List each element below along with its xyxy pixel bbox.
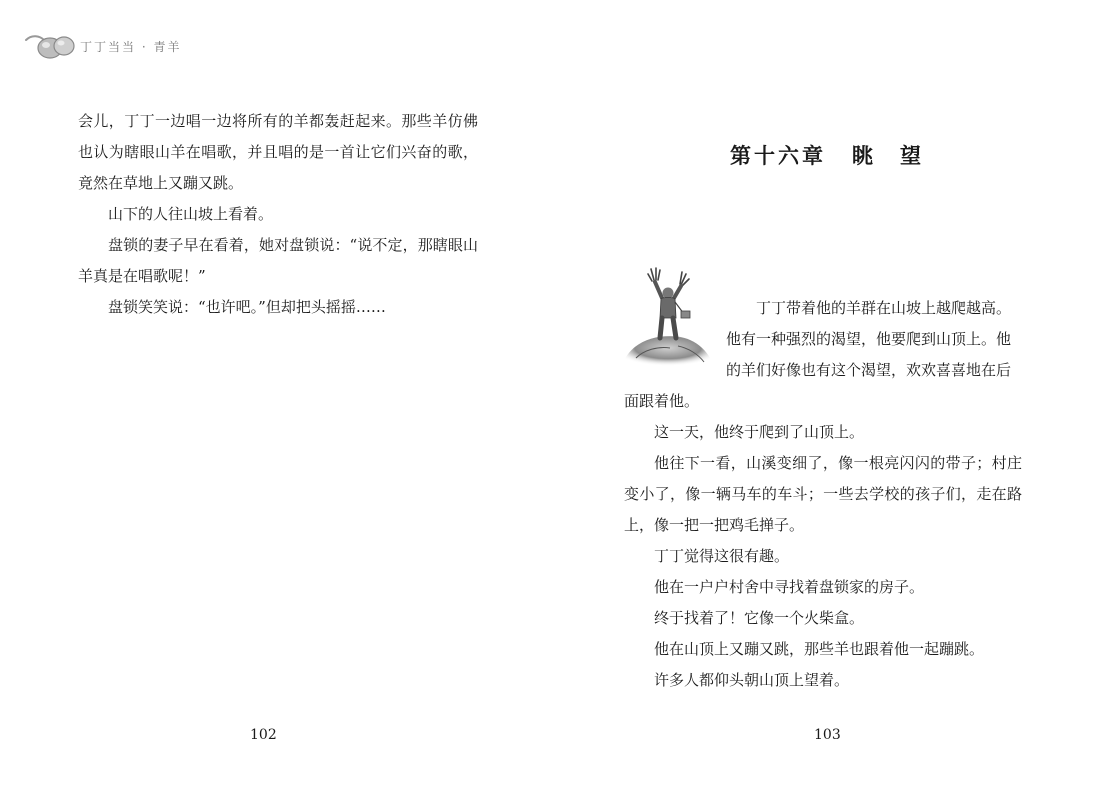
- wrapped-paragraph: [726, 293, 1022, 386]
- series-title: 丁丁当当 · 青羊: [80, 39, 182, 54]
- paragraph: 这一天，他终于爬到了山顶上。: [654, 423, 865, 441]
- page-number: 103: [814, 727, 841, 743]
- left-page-body: [78, 106, 478, 323]
- text-line: 的羊们好像也有这个渴望，欢欢喜喜地在后: [726, 361, 1012, 379]
- paragraph: 许多人都仰头朝山顶上望着。: [654, 671, 850, 689]
- right-page: [548, 0, 1096, 786]
- gourd-icon: [24, 30, 78, 62]
- paragraph: 终于找着了！它像一个火柴盒。: [654, 609, 865, 627]
- paragraph: 他往下一看，山溪变细了，像一根亮闪闪的带子；村庄变小了，像一辆马车的车斗；一些去学校的孩子们，走在路上，像一把一把鸡毛掸子。: [624, 454, 1022, 534]
- text-line: 面跟着他。: [624, 392, 700, 410]
- chapter-title: [730, 140, 1030, 170]
- right-page-body: [624, 293, 1022, 696]
- text-line: 他有一种强烈的渴望，他要爬到山顶上。他: [726, 330, 1012, 348]
- paragraph: 他在山顶上又蹦又跳，那些羊也跟着他一起蹦跳。: [654, 640, 985, 658]
- paragraph: 他在一户户村舍中寻找着盘锁家的房子。: [654, 578, 925, 596]
- page-number: 102: [250, 727, 277, 743]
- paragraph: 会儿，丁丁一边唱一边将所有的羊都轰赶起来。那些羊仿佛也认为瞎眼山羊在唱歌，并且唱的是一首让它们兴奋的歌，竟然在草地上又蹦又跳。: [78, 112, 478, 192]
- chapter-name: 眺 望: [852, 143, 924, 168]
- running-header: [24, 30, 181, 62]
- paragraph: 盘锁的妻子早在看着，她对盘锁说：“说不定，那瞎眼山羊真是在唱歌呢！”: [78, 236, 478, 285]
- chapter-number: 第十六章: [730, 143, 826, 168]
- paragraph: 山下的人往山坡上看着。: [108, 205, 274, 223]
- paragraph: 丁丁觉得这很有趣。: [654, 547, 790, 565]
- paragraph: 盘锁笑笑说：“也许吧。”但却把头摇摇……: [108, 298, 386, 316]
- text-line: 丁丁带着他的羊群在山坡上越爬越高。: [756, 299, 1012, 317]
